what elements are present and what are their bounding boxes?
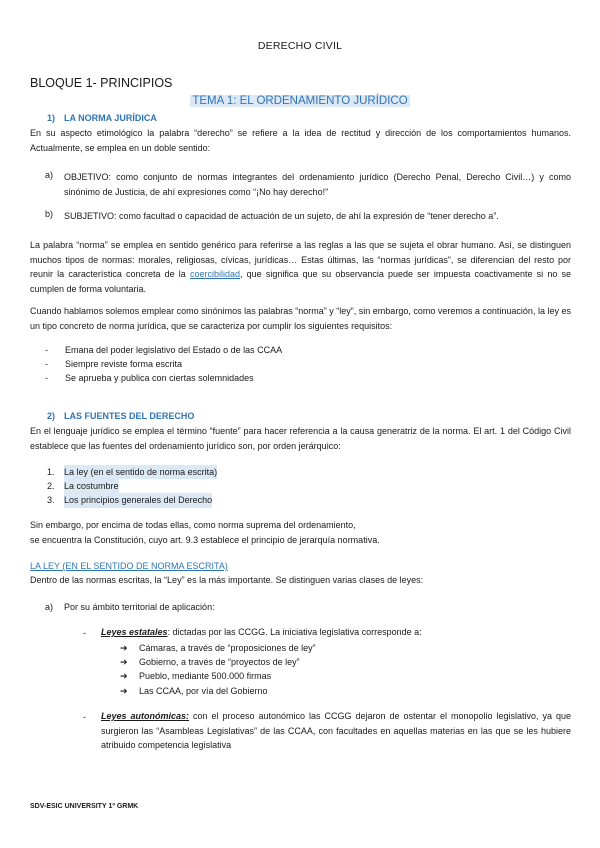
constitucion-line-1: Sin embargo, por encima de todas ellas, como norma suprema del ordenamiento, <box>30 520 356 530</box>
block-title: BLOQUE 1- PRINCIPIOS <box>30 76 173 90</box>
list-item: 3. Los principios generales del Derecho <box>47 493 217 507</box>
list-item: ➔ Gobierno, a través de “proyectos de ley” <box>120 655 316 669</box>
section-title: LA NORMA JURÍDICA <box>64 113 157 123</box>
paragraph-ley-requisitos: Cuando hablamos solemos emplear como sinónimos las palabras “norma” y “ley”, sin embargo, como veremos a continuación, la ley es un tipo concreto de norma jurídica, que se caracteriza por cumplir los siguientes requisitos: <box>30 306 571 331</box>
list-item: - Emana del poder legislativo del Estado o de las CCAA <box>45 345 283 355</box>
paragraph-subjetivo: SUBJETIVO: como facultad o capacidad de actuación de un sujeto, de ahí la expresión de “tener derecho a”. <box>64 211 499 221</box>
coercibilidad-link[interactable]: coercibilidad <box>189 269 241 279</box>
list-item: - Siempre reviste forma escrita <box>45 359 183 370</box>
leyes-autonomicas: Leyes autonómicas: con el proceso autonómico las CCGG dejaron de ostentar el monopolio legislativo, ya que surgieron las “Asambleas Legislativas” de las CCAA, con facultades en aquellas materias en las que se les hubiere atribuido competencia legislativa <box>101 711 571 750</box>
dash-marker: - <box>83 712 86 722</box>
paragraph-fuentes: En el lenguaje jurídico se emplea el término “fuente” para hacer referencia a la causa generatriz de la norma. El art. 1 del Código Civil establece que las fuentes del ordenamiento jurídico son, por orden jerárquico: <box>30 426 571 451</box>
constitucion-line-2: se encuentra la Constitución, cuyo art. 9.3 establece el principio de jerarquía normativa. <box>30 534 380 545</box>
list-marker-b: b) <box>45 209 54 219</box>
arrow-icon: ➔ <box>120 657 128 668</box>
list-item: 2. La costumbre <box>47 479 217 493</box>
ley-heading-link[interactable]: LA LEY (EN EL SENTIDO DE NORMA ESCRITA) <box>30 561 228 571</box>
paragraph-constitucion <box>30 518 571 547</box>
norma-text-2: , que significa que su observancia puede ser impuesta coactivamente si no se cumplen de forma voluntaria. <box>30 269 571 294</box>
section-number: 1) <box>47 113 56 123</box>
tema-title-text: TEMA 1: EL ORDENAMIENTO JURÍDICO <box>192 95 408 107</box>
section-heading-fuentes <box>47 411 194 421</box>
section-number: 2) <box>47 411 56 421</box>
arrow-icon: ➔ <box>120 643 128 653</box>
arrow-icon: ➔ <box>120 685 128 696</box>
requisitos-list <box>45 343 282 386</box>
section-heading-norma <box>47 113 157 123</box>
list-marker-a: a) <box>45 170 54 180</box>
norma-text-1: La palabra “norma” se emplea en sentido genérico para referirse a las reglas a las que se sujeta el obrar humano. Así, se distinguen muchos tipos de normas: morales, religiosas, cívicas, jurídicas… Estas últimas, las “normas jurídicas”, se diferencian del resto por reunir la característica concreta de la <box>30 240 571 279</box>
paragraph-norma <box>30 238 571 296</box>
list-marker-a: a) <box>45 602 54 612</box>
list-item: ➔ Cámaras, a través de “proposiciones de ley” <box>120 641 316 655</box>
page-footer: SDV-ESIC UNIVERSITY 1º GRMK <box>30 803 139 810</box>
list-item: ➔ Las CCAA, por vía del Gobierno <box>120 684 316 698</box>
leyes-autonomicas-label: Leyes autonómicas: <box>101 711 190 721</box>
arrow-icon: ➔ <box>120 671 128 682</box>
fuentes-list <box>47 465 217 508</box>
iniciativa-list <box>120 641 316 698</box>
list-item: ➔ Pueblo, mediante 500.000 firmas <box>120 669 316 683</box>
paragraph-objetivo: OBJETIVO: como conjunto de normas integrantes del ordenamiento jurídico (Derecho Penal, Derecho Civil…) y como sinónimo de Justicia, de ahí expresiones como “¡No hay derecho!” <box>64 172 571 197</box>
leyes-estatales-label: Leyes estatales <box>101 627 168 637</box>
document-title: DERECHO CIVIL <box>257 40 343 52</box>
section-title: LAS FUENTES DEL DERECHO <box>64 411 195 421</box>
paragraph-ley-intro: Dentro de las normas escritas, la “Ley” es la más importante. Se distinguen varias clases de leyes: <box>30 575 424 585</box>
list-item: 1. La ley (en el sentido de norma escrita) <box>47 465 217 479</box>
dash-marker: - <box>83 628 86 638</box>
paragraph-etimologia: En su aspecto etimológico la palabra “derecho” se refiere a la idea de rectitud y dirección de los comportamientos humanos. Actualmente, se emplea en un doble sentido: <box>30 128 571 153</box>
tema-title <box>0 95 600 107</box>
sub-heading-ambito: a) Por su ámbito territorial de aplicación: <box>45 602 215 612</box>
list-item: - Se aprueba y publica con ciertas solemnidades <box>45 373 254 384</box>
leyes-estatales: Leyes estatales: dictadas por las CCGG. La iniciativa legislativa corresponde a: <box>101 627 422 637</box>
